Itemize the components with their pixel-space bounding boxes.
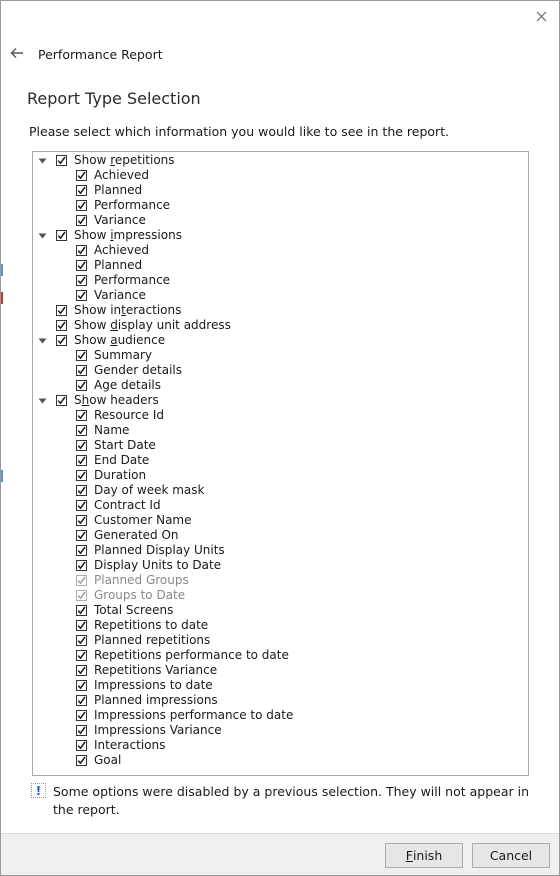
tree-child-item[interactable]: [76, 573, 189, 588]
expand-chevron-icon[interactable]: [38, 156, 47, 165]
checkmark-icon: [77, 666, 86, 675]
checkbox[interactable]: [76, 560, 87, 571]
tree-item-label: Duration: [94, 468, 147, 482]
tree-item-label: Impressions performance to date: [94, 708, 294, 722]
checkmark-icon: [77, 606, 86, 615]
tree-group-item[interactable]: [56, 393, 159, 408]
tree-item-label: Performance: [94, 198, 171, 212]
tree-item-label: Groups to Date: [94, 588, 186, 602]
instructions-text: Please select which information you would like to see in the report.: [29, 124, 450, 139]
tree-child-item[interactable]: [76, 273, 170, 288]
tree-item-label: Variance: [94, 288, 146, 302]
checkmark-icon: [77, 411, 86, 420]
dialog-footer: [1, 833, 559, 876]
tree-group-item[interactable]: [56, 318, 231, 333]
checkbox[interactable]: [56, 320, 67, 331]
tree-child-item[interactable]: [76, 708, 293, 723]
checkbox[interactable]: [76, 260, 87, 271]
checkmark-icon: [77, 621, 86, 630]
tree-item-label: Start Date: [94, 438, 156, 452]
tree-item-label: Planned: [94, 183, 143, 197]
checkmark-icon: [57, 396, 66, 405]
tree-child-item[interactable]: [76, 453, 149, 468]
tree-child-item[interactable]: [76, 423, 129, 438]
checkbox: [76, 575, 87, 586]
tree-child-item[interactable]: [76, 258, 142, 273]
checkbox[interactable]: [76, 440, 87, 451]
checkbox[interactable]: [76, 170, 87, 181]
tree-group-item[interactable]: [56, 228, 182, 243]
tree-child-item[interactable]: [76, 468, 146, 483]
checkbox[interactable]: [76, 680, 87, 691]
tree-item-label: Variance: [94, 213, 146, 227]
checkmark-icon: [77, 636, 86, 645]
checkmark-icon: [77, 216, 86, 225]
checkbox[interactable]: [76, 350, 87, 361]
tree-child-item[interactable]: [76, 498, 161, 513]
tree-item-label: Achieved: [94, 243, 150, 257]
checkbox[interactable]: [56, 155, 67, 166]
tree-child-item[interactable]: [76, 678, 213, 693]
tree-item-label: Goal: [94, 753, 122, 767]
checkbox[interactable]: [76, 650, 87, 661]
checkbox[interactable]: [76, 725, 87, 736]
close-icon: [536, 11, 547, 22]
tree-child-item[interactable]: [76, 603, 173, 618]
tree-child-item[interactable]: [76, 408, 164, 423]
checkbox: [76, 590, 87, 601]
tree-child-item[interactable]: [76, 693, 218, 708]
tree-item-label: Gender details: [94, 363, 183, 377]
checkmark-icon: [77, 366, 86, 375]
tree-group-item[interactable]: [56, 333, 165, 348]
tree-item-label: Interactions: [94, 738, 166, 752]
checkbox[interactable]: [76, 185, 87, 196]
checkmark-icon: [77, 246, 86, 255]
checkbox[interactable]: [76, 200, 87, 211]
checkmark-icon: [77, 726, 86, 735]
left-edge-accent: [1, 470, 3, 482]
checkbox[interactable]: [76, 275, 87, 286]
tree-item-label: Planned Display Units: [94, 543, 225, 557]
checkmark-icon: [57, 156, 66, 165]
tree-child-item[interactable]: [76, 378, 161, 393]
checkmark-icon: [77, 471, 86, 480]
cancel-button[interactable]: Cancel: [472, 843, 550, 868]
checkbox[interactable]: [76, 695, 87, 706]
section-title: Report Type Selection: [27, 89, 201, 108]
left-edge-accent: [1, 264, 3, 276]
tree-item-label: Total Screens: [94, 603, 174, 617]
tree-child-item[interactable]: [76, 348, 152, 363]
tree-child-item[interactable]: [76, 363, 182, 378]
checkmark-icon: [57, 306, 66, 315]
checkmark-icon: [77, 276, 86, 285]
checkmark-icon: [77, 531, 86, 540]
tree-item-label: Summary: [94, 348, 152, 362]
checkmark-icon: [77, 186, 86, 195]
checkbox[interactable]: [76, 620, 87, 631]
tree-item-label: Show impressions: [74, 228, 182, 242]
window-title: Performance Report: [38, 47, 163, 62]
checkmark-icon: [57, 336, 66, 345]
tree-item-label: Age details: [94, 378, 162, 392]
tree-item-label: Repetitions performance to date: [94, 648, 289, 662]
tree-item-label: Display Units to Date: [94, 558, 222, 572]
tree-item-label: Planned Groups: [94, 573, 189, 587]
checkbox[interactable]: [56, 305, 67, 316]
checkbox[interactable]: [56, 335, 67, 346]
checkmark-icon: [77, 546, 86, 555]
checkbox[interactable]: [76, 470, 87, 481]
checkbox[interactable]: [56, 230, 67, 241]
tree-child-item[interactable]: [76, 543, 225, 558]
checkmark-icon: [77, 561, 86, 570]
checkbox[interactable]: [76, 500, 87, 511]
checkmark-icon: [77, 696, 86, 705]
checkbox[interactable]: [76, 755, 87, 766]
finish-button[interactable]: F inish: [385, 843, 463, 868]
checkmark-icon: [77, 456, 86, 465]
expand-chevron-icon[interactable]: [38, 396, 47, 405]
tree-child-item[interactable]: [76, 213, 146, 228]
checkmark-icon: [77, 576, 86, 585]
checkmark-icon: [77, 171, 86, 180]
checkbox[interactable]: [76, 425, 87, 436]
tree-child-item[interactable]: [76, 588, 185, 603]
tree-child-item[interactable]: [76, 168, 149, 183]
tree-item-label: Planned repetitions: [94, 633, 211, 647]
back-button[interactable]: [7, 43, 27, 63]
tree-item-label: Contract Id: [94, 498, 161, 512]
tree-group-item[interactable]: [56, 153, 175, 168]
checkmark-icon: [77, 486, 86, 495]
info-text: Some options were disabled by a previous selection. They will not appear in the report.: [53, 784, 530, 817]
checkbox[interactable]: [76, 635, 87, 646]
checkmark-icon: [77, 426, 86, 435]
checkmark-icon: [77, 651, 86, 660]
tree-item-label: Customer Name: [94, 513, 192, 527]
checkmark-icon: [77, 291, 86, 300]
back-arrow-icon: [10, 47, 24, 59]
checkbox[interactable]: [76, 710, 87, 721]
expand-chevron-icon[interactable]: [38, 336, 47, 345]
tree-child-item[interactable]: [76, 738, 165, 753]
tree-child-item[interactable]: [76, 723, 222, 738]
checkmark-icon: [77, 756, 86, 765]
tree-item-label: Impressions Variance: [94, 723, 222, 737]
tree-child-item[interactable]: [76, 618, 208, 633]
tree-item-label: Name: [94, 423, 130, 437]
tree-child-item[interactable]: [76, 438, 156, 453]
checkmark-icon: [77, 381, 86, 390]
checkmark-icon: [57, 321, 66, 330]
tree-group-item[interactable]: [56, 303, 181, 318]
tree-child-item[interactable]: [76, 528, 179, 543]
tree-item-label: Repetitions to date: [94, 618, 209, 632]
checkbox[interactable]: [56, 395, 67, 406]
checkbox[interactable]: [76, 530, 87, 541]
tree-child-item[interactable]: [76, 753, 121, 768]
checkbox[interactable]: [76, 605, 87, 616]
checkmark-icon: [57, 231, 66, 240]
checkmark-icon: [77, 261, 86, 270]
tree-child-item[interactable]: [76, 513, 192, 528]
close-button[interactable]: [529, 5, 553, 27]
tree-child-item[interactable]: [76, 648, 289, 663]
tree-child-item[interactable]: [76, 198, 170, 213]
checkmark-icon: [77, 711, 86, 720]
checkbox[interactable]: [76, 740, 87, 751]
tree-child-item[interactable]: [76, 483, 204, 498]
checkbox[interactable]: [76, 485, 87, 496]
checkbox[interactable]: [76, 290, 87, 301]
info-exclamation-icon: !: [31, 783, 46, 798]
tree-item-label: Performance: [94, 273, 171, 287]
tree-item-label: Impressions to date: [94, 678, 213, 692]
checkmark-icon: [77, 681, 86, 690]
checkbox[interactable]: [76, 665, 87, 676]
report-options-tree[interactable]: [32, 151, 529, 776]
tree-item-label: Show audience: [74, 333, 166, 347]
checkmark-icon: [77, 201, 86, 210]
checkbox[interactable]: [76, 455, 87, 466]
checkbox[interactable]: [76, 380, 87, 391]
tree-item-label: Planned: [94, 258, 143, 272]
checkmark-icon: [77, 351, 86, 360]
checkbox[interactable]: [76, 545, 87, 556]
tree-child-item[interactable]: [76, 663, 217, 678]
expand-chevron-icon[interactable]: [38, 231, 47, 240]
checkmark-icon: [77, 591, 86, 600]
left-edge-accent: [1, 292, 3, 304]
tree-item-label: Day of week mask: [94, 483, 205, 497]
checkbox[interactable]: [76, 410, 87, 421]
checkmark-icon: [77, 741, 86, 750]
tree-item-label: Repetitions Variance: [94, 663, 218, 677]
tree-item-label: Show headers: [74, 393, 159, 407]
tree-child-item[interactable]: [76, 288, 146, 303]
checkmark-icon: [77, 441, 86, 450]
tree-item-label: Planned impressions: [94, 693, 218, 707]
tree-child-item[interactable]: [76, 243, 149, 258]
checkbox[interactable]: [76, 245, 87, 256]
tree-child-item[interactable]: [76, 183, 142, 198]
checkbox[interactable]: [76, 215, 87, 226]
tree-item-label: End Date: [94, 453, 150, 467]
tree-child-item[interactable]: [76, 558, 221, 573]
tree-item-label: Achieved: [94, 168, 150, 182]
checkmark-icon: [77, 516, 86, 525]
checkmark-icon: [77, 501, 86, 510]
checkbox[interactable]: [76, 515, 87, 526]
tree-child-item[interactable]: [76, 633, 210, 648]
checkbox[interactable]: [76, 365, 87, 376]
tree-item-label: Generated On: [94, 528, 179, 542]
tree-item-label: Show repetitions: [74, 153, 175, 167]
tree-item-label: Resource Id: [94, 408, 165, 422]
tree-item-label: Show interactions: [74, 303, 182, 317]
tree-item-label: Show display unit address: [74, 318, 231, 332]
